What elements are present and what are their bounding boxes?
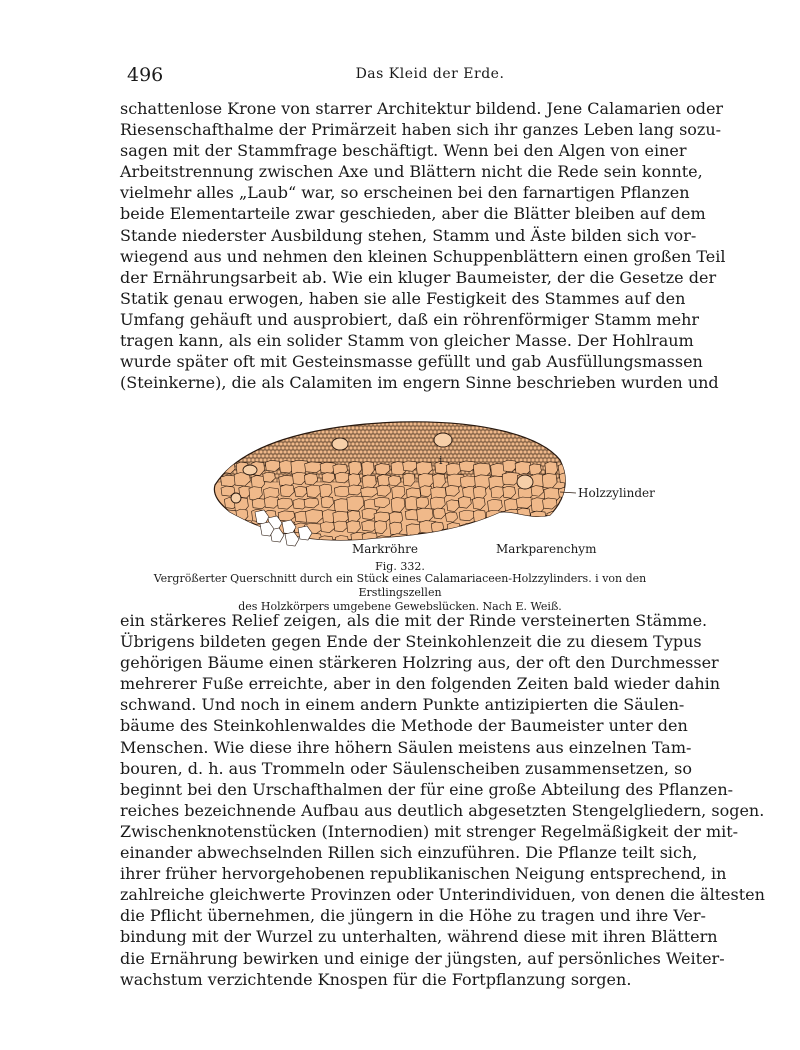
text-line: vielmehr alles „Laub“ war, so erscheinen bei den farnartigen Pflanzen — [120, 183, 690, 203]
tissue-gap — [231, 493, 241, 503]
text-line: wurde später oft mit Gesteinsmasse gefüllt und gab Ausfüllungsmassen — [120, 352, 703, 372]
text-line: gehörigen Bäume einen stärkeren Holzring aus, der oft den Durchmesser — [120, 653, 719, 673]
figure-caption-line: Vergrößerter Querschnitt durch ein Stück eines Calamariaceen-Holzzylinders. i von den Erstlingszellen — [153, 572, 647, 599]
tissue-gap — [332, 438, 348, 450]
tissue-gap — [434, 433, 452, 447]
text-line: Umfang gehäuft und ausprobiert, daß ein röhrenförmiger Stamm mehr — [120, 309, 700, 329]
text-line: Stande niederster Ausbildung stehen, Stamm und Äste bilden sich vor- — [120, 225, 697, 245]
text-line: beginnt bei den Urschafthalmen der für eine große Abteilung des Pflanzen- — [120, 779, 734, 799]
text-line: die Ernährung bewirken und einige der jüngsten, auf persönliches Weiter- — [120, 948, 725, 968]
text-line: einander abwechselnden Rillen sich einzuführen. Die Pflanze teilt sich, — [120, 843, 698, 863]
figure-number: Fig. 332. — [375, 560, 425, 573]
tissue-gap — [243, 465, 257, 475]
label-holzzylinder: Holzzylinder — [578, 486, 655, 500]
text-line: ihrer früher hervorgehobenen republikanischen Neigung entsprechend, in — [120, 864, 727, 884]
label-markroehre: Markröhre — [352, 542, 418, 556]
text-line: tragen kann, als ein solider Stamm von gleicher Masse. Der Hohlraum — [120, 331, 694, 351]
label-markparenchym: Markparenchym — [496, 542, 597, 556]
text-line: die Pflicht übernehmen, die jüngern in die Höhe zu tragen und ihre Ver- — [120, 906, 706, 926]
label-i: i — [439, 454, 443, 467]
text-line: schattenlose Krone von starrer Architektur bildend. Jene Calamarien oder — [120, 99, 724, 118]
figure-caption — [120, 572, 680, 614]
body-text-bottom — [120, 610, 765, 990]
text-line: bäume des Steinkohlenwaldes die Methode der Baumeister unter den — [120, 716, 688, 736]
text-line: bindung mit der Wurzel zu unterhalten, während diese mit ihren Blättern — [120, 927, 718, 947]
text-line: reiches bezeichnende Aufbau aus deutlich abgesetzten Stengelgliedern, sogen. — [120, 800, 765, 820]
text-line: beide Elementarteile zwar geschieden, aber die Blätter bleiben auf dem — [120, 204, 706, 224]
text-line: Statik genau erwogen, haben sie alle Festigkeit des Stammes auf den — [120, 288, 686, 308]
figure-caption-line: des Holzkörpers umgebene Gewebslücken. Nach E. Weiß. — [238, 600, 562, 613]
cross-section-illustration — [120, 400, 680, 560]
text-line: bouren, d. h. aus Trommeln oder Säulenscheiben zusammensetzen, so — [120, 758, 692, 778]
text-line: der Ernährungsarbeit ab. Wie ein kluger Baumeister, der die Gesetze der — [120, 267, 717, 287]
text-line: (Steinkerne), die als Calamiten im engern Sinne beschrieben wurden und — [120, 373, 719, 393]
text-line: Zwischenknotenstücken (Internodien) mit strenger Regelmäßigkeit der mit- — [120, 821, 739, 841]
text-line: mehrerer Fuße erreichte, aber in den folgenden Zeiten bald wieder dahin — [120, 674, 721, 694]
text-line: Arbeitstrennung zwischen Axe und Blättern nicht die Rede sein konnte, — [120, 162, 703, 182]
text-line: schwand. Und noch in einem andern Punkte antizipierten die Säulen- — [120, 695, 685, 715]
text-line: zahlreiche gleichwerte Provinzen oder Unterindividuen, von denen die ältesten — [120, 885, 765, 905]
text-line: sagen mit der Stammfrage beschäftigt. Wenn bei den Algen von einer — [120, 141, 687, 161]
text-line: Übrigens bildeten gegen Ende der Steinkohlenzeit die zu diesem Typus — [120, 632, 702, 652]
tissue-gap — [517, 475, 533, 489]
text-line: ein stärkeres Relief zeigen, als die mit der Rinde versteinerten Stämme. — [120, 611, 708, 630]
page-number: 496 — [127, 64, 164, 86]
figure-332 — [120, 400, 680, 613]
text-line: wiegend aus und nehmen den kleinen Schuppenblättern einen großen Teil — [120, 246, 726, 266]
text-line: Riesenschafthalme der Primärzeit haben sich ihr ganzes Leben lang sozu- — [120, 120, 722, 140]
body-text-top — [120, 98, 726, 393]
text-line: wachstum verzichtende Knospen für die Fortpflanzung sorgen. — [120, 969, 632, 989]
running-head: Das Kleid der Erde. — [355, 66, 505, 82]
text-line: Menschen. Wie diese ihre höhern Säulen meistens aus einzelnen Tam- — [120, 737, 692, 757]
